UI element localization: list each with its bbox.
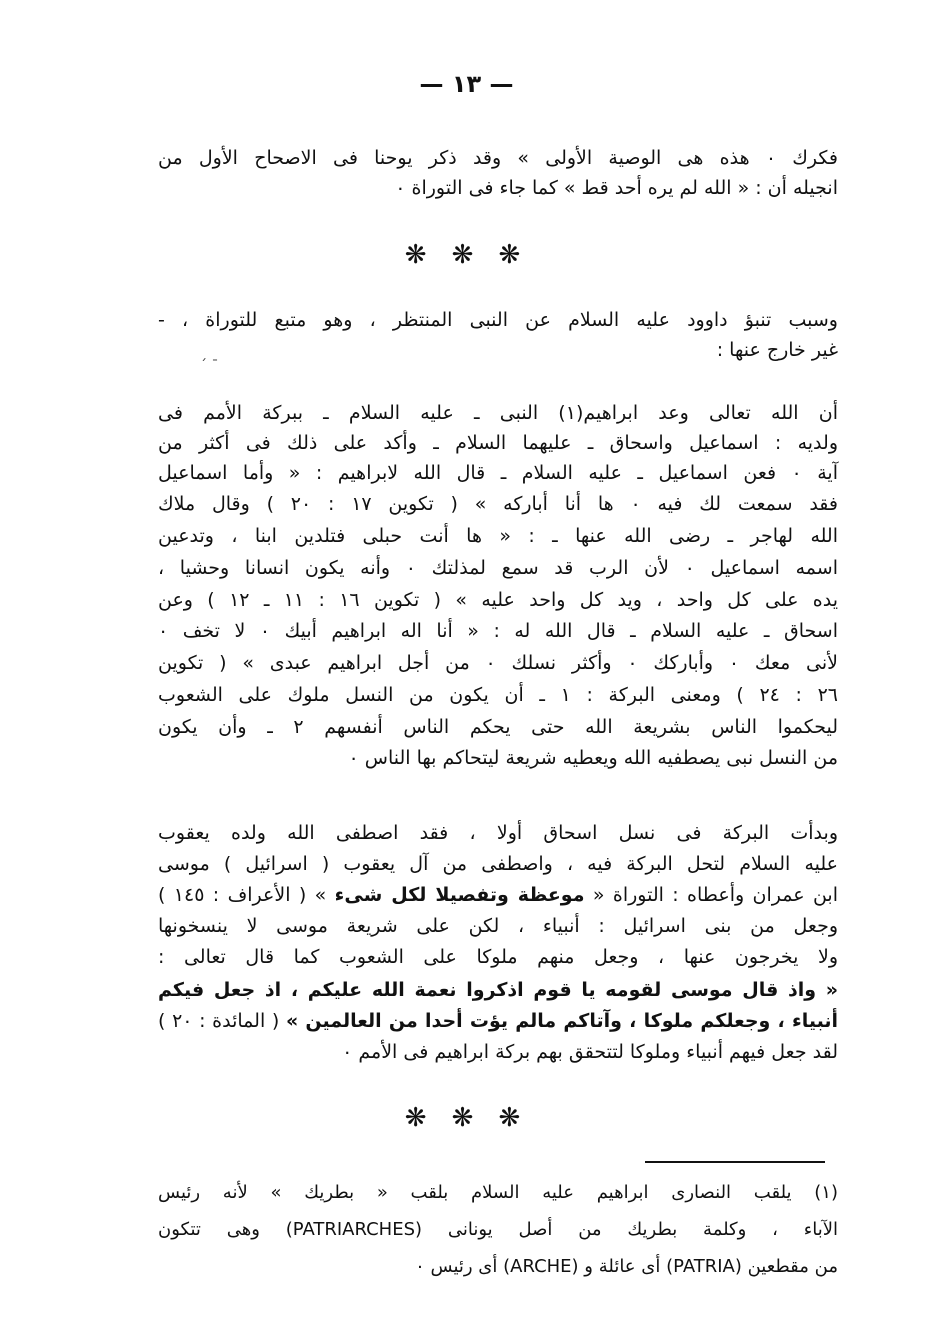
paragraph-4-line-6 — [158, 975, 838, 1005]
footnote-line-1: (١) يلقب النصارى ابراهيم عليه السلام بلقب « بطريك » لأنه رئيس — [158, 1182, 838, 1203]
paragraph-3-line-3: آية ٠ فعن اسماعيل ـ عليه السلام ـ قال الله لابراهيم : « وأما اسماعيل — [158, 462, 838, 484]
paragraph-4-line-7 — [158, 1006, 838, 1036]
paragraph-4-line-3 — [158, 880, 838, 910]
paragraph-4-line-2: عليه السلام لتحل البركة فيه ، واصطفى من آل يعقوب ( اسرائيل ) موسى — [158, 853, 838, 875]
paragraph-3-line-12: من النسل نبى يصطفيه الله ويعطيه شريعة ليتحاكم بها الناس ٠ — [348, 747, 838, 769]
footnote-line-3: من مقطعين (PATRIA) أى عائلة و (ARCHE) أى رئيس ٠ — [415, 1256, 838, 1277]
footnote-line-2: الآباء ، وكلمة بطريك من أصل يونانى (PATRIARCHES) وهى تتكون — [158, 1219, 838, 1240]
paragraph-3-line-2: ولديه : اسماعيل واسحاق ـ عليهما السلام ـ وأكد على ذلك فى أكثر من — [158, 432, 838, 454]
paragraph-3-line-10: ٢٦ : ٢٤ ) ومعنى البركة : ١ ـ أن يكون من النسل ملوك على الشعوب — [158, 684, 839, 706]
paragraph-1-line-1: فكرك ٠ هذه هى الوصية الأولى » وقد ذكر يوحنا فى الاصحاح الأول من — [158, 147, 838, 169]
section-separator: ❋ ❋ ❋ — [404, 240, 529, 270]
citation: » ( الأعراف : ١٤٥ ) — [158, 884, 335, 906]
paragraph-3-line-8: اسحاق ـ عليه السلام ـ قال الله له : « أنا اله ابراهيم أبيك ٠ لا تخف ٠ — [158, 620, 838, 642]
quoted-phrase: موعظة وتفصيلا لكل شىء — [334, 884, 585, 906]
page-number: — ١٣ — — [419, 70, 514, 98]
quran-quote: أنبياء ، وجعلكم ملوكا ، وآتاكم مالم يؤت أحدا من العالمين » — [285, 1010, 839, 1032]
paragraph-4-line-5: ولا يخرجون عنها ، وجعل منهم ملوكا على الشعوب كما قال تعالى : — [158, 946, 838, 968]
paragraph-2-line-1: وسبب تنبؤ داوود عليه السلام عن النبى المنتظر ، وهو متبع للتوراة ، - — [158, 309, 838, 331]
paragraph-3-line-6: اسمه اسماعيل ٠ لأن الرب قد سمع لمذلتك ٠ وأنه يكون انسانا وحشيا ، — [158, 557, 838, 579]
paragraph-3-line-11: ليحكموا الناس بشريعة الله حتى يحكم الناس أنفسهم ٢ ـ وأن يكون — [158, 716, 838, 738]
citation: ( المائدة : ٢٠ ) — [158, 1010, 286, 1032]
paragraph-4-line-1: وبدأت البركة فى نسل اسحاق أولا ، فقد اصطفى الله ولده يعقوب — [158, 822, 838, 844]
section-separator: ❋ ❋ ❋ — [404, 1103, 529, 1133]
paragraph-3-line-7: يده على كل واحد ، ويد كل واحد عليه » ( تكوين ١٦ : ١١ ـ ١٢ ) وعن — [158, 589, 839, 611]
paragraph-4-line-4: وجعل من بنى اسرائيل : أنبياء ، لكن على شريعة موسى لا ينسخونها — [158, 915, 838, 937]
footnote-rule — [645, 1161, 825, 1163]
stray-mark: ˊ ˉ — [200, 358, 219, 374]
paragraph-3-line-4: فقد سمعت لك فيه ٠ ها أنا أباركه » ( تكوين ١٧ : ٢٠ ) وقال ملاك — [158, 493, 838, 515]
paragraph-3-line-1: أن الله تعالى وعد ابراهيم(١) النبى ـ عليه السلام ـ ببركة الأمم فى — [158, 402, 838, 424]
paragraph-1-line-2: انجيله أن : « الله لم يره أحد قط » كما جاء فى التوراة ٠ — [395, 177, 838, 199]
paragraph-3-line-5: الله لهاجر ـ رضى الله عنها ـ : « ها أنت حبلى فتلدين ابنا ، وتدعين — [158, 525, 838, 547]
paragraph-3-line-9: لأنى معك ٠ وأباركك ٠ وأكثر نسلك ٠ من أجل ابراهيم عبدى » ( تكوين — [158, 652, 838, 674]
paragraph-2-line-2: غير خارج عنها : — [716, 339, 838, 361]
quran-quote: « واذ قال موسى لقومه يا قوم اذكروا نعمة الله عليكم ، اذ جعل فيكم — [158, 979, 838, 1001]
paragraph-4-line-8: لقد جعل فيهم أنبياء وملوكا لتتحقق بهم بركة ابراهيم فى الأمم ٠ — [342, 1041, 838, 1063]
line-text: ابن عمران وأعطاه : التوراة « — [584, 884, 839, 906]
